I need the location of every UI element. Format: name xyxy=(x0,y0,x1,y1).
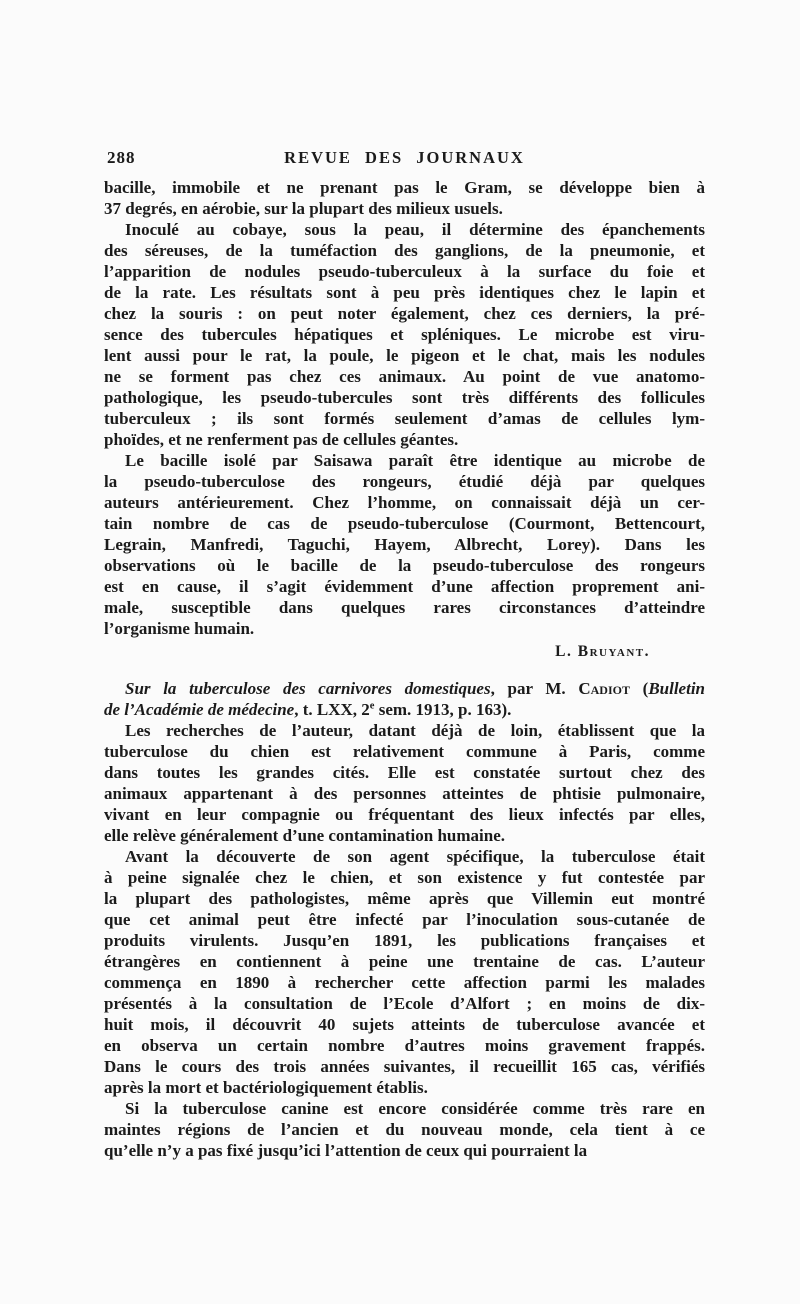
author-signature: L. Bruyant. xyxy=(555,643,650,660)
heading-line xyxy=(104,699,705,720)
paragraph xyxy=(104,1098,705,1161)
text-line: l’apparition de nodules pseudo-tuberculeux à la surface du foie et xyxy=(104,262,705,281)
heading-segment: , par M. xyxy=(490,679,579,698)
text-line: de la rate. Les résultats sont à peu près identiques chez le lapin et xyxy=(104,283,705,302)
text-line: la pseudo-tuberculose des rongeurs, étudié déjà par quelques xyxy=(104,472,705,491)
heading-segment: de l’Académie de médecine xyxy=(104,700,295,719)
section-gap xyxy=(104,663,705,678)
text-line: maintes régions de l’ancien et du nouveau monde, cela tient à ce xyxy=(104,1120,705,1139)
text-line: l’organisme humain. xyxy=(104,619,255,638)
text-line: male, susceptible dans quelques rares circonstances d’atteindre xyxy=(104,598,705,617)
text-line: en observa un certain nombre d’autres moins gravement frappés. xyxy=(104,1036,705,1055)
text-line: Les recherches de l’auteur, datant déjà de loin, établissent que la xyxy=(125,721,705,740)
journal-header-title: REVUE DES JOURNAUX xyxy=(284,148,525,167)
text-line: la plupart des pathologistes, même après que Villemin eut montré xyxy=(104,889,705,908)
text-line: vivant en leur compagnie ou fréquentant des lieux infectés par elles, xyxy=(104,805,705,824)
text-line: après la mort et bactériologiquement établis. xyxy=(104,1078,428,1097)
heading-line xyxy=(104,678,705,699)
heading-segment: Bulletin xyxy=(648,679,705,698)
heading-segment: e xyxy=(369,700,375,712)
paragraph xyxy=(104,219,705,450)
heading-segment: Cadiot xyxy=(578,679,630,698)
text-line: présentés à la consultation de l’Ecole d’Alfort ; en moins de dix- xyxy=(104,994,705,1013)
article-heading xyxy=(104,678,705,720)
text-line: tuberculose du chien est relativement commune à Paris, comme xyxy=(104,742,705,761)
text-line: chez la souris : on peut noter également, chez ces derniers, la pré- xyxy=(104,304,705,323)
paragraph xyxy=(104,177,705,219)
text-line: sence des tubercules hépatiques et spléniques. Le microbe est viru- xyxy=(104,325,705,344)
text-line: que cet animal peut être infecté par l’inoculation sous-cutanée de xyxy=(104,910,705,929)
text-line: animaux appartenant à des personnes atteintes de phtisie pulmonaire, xyxy=(104,784,705,803)
text-line: ne se forment pas chez ces animaux. Au point de vue anatomo- xyxy=(104,367,705,386)
text-line: étrangères en contiennent à peine une trentaine de cas. L’auteur xyxy=(104,952,705,971)
text-line: tain nombre de cas de pseudo-tuberculose (Courmont, Bettencourt, xyxy=(104,514,705,533)
text-line: tuberculeux ; ils sont formés seulement d’amas de cellules lym- xyxy=(104,409,705,428)
text-line: phoïdes, et ne renferment pas de cellules géantes. xyxy=(104,430,459,449)
text-line: bacille, immobile et ne prenant pas le Gram, se développe bien à xyxy=(104,178,705,197)
text-line: Si la tuberculose canine est encore considérée comme très rare en xyxy=(125,1099,705,1118)
text-line: à peine signalée chez le chien, et son existence y fut contestée par xyxy=(104,868,705,887)
text-line: Le bacille isolé par Saisawa paraît être identique au microbe de xyxy=(125,451,705,470)
text-line: qu’elle n’y a pas fixé jusqu’ici l’attention de ceux qui pourraient la xyxy=(104,1141,588,1160)
text-line: huit mois, il découvrit 40 sujets atteints de tuberculose avancée et xyxy=(104,1015,705,1034)
text-line: des séreuses, de la tuméfaction des ganglions, de la pneumonie, et xyxy=(104,241,705,260)
text-line: lent aussi pour le rat, la poule, le pigeon et le chat, mais les nodules xyxy=(104,346,705,365)
article-body xyxy=(104,177,705,1161)
page-number: 288 xyxy=(107,148,136,167)
page-header xyxy=(104,148,705,169)
heading-segment: , t. LXX, 2 xyxy=(294,700,370,719)
heading-segment: Sur la tuberculose des carnivores domestiques xyxy=(125,679,491,698)
text-line: auteurs antérieurement. Chez l’homme, on connaissait déjà un cer- xyxy=(104,493,705,512)
heading-segment: ( xyxy=(629,679,649,698)
text-line: Inoculé au cobaye, sous la peau, il détermine des épanchements xyxy=(125,220,705,239)
text-line: pathologique, les pseudo-tubercules sont très différents des follicules xyxy=(104,388,705,407)
text-line: commença en 1890 à rechercher cette affection parmi les malades xyxy=(104,973,705,992)
text-line: produits virulents. Jusqu’en 1891, les publications françaises et xyxy=(104,931,705,950)
text-line: 37 degrés, en aérobie, sur la plupart des milieux usuels. xyxy=(104,199,503,218)
text-line: Avant la découverte de son agent spécifique, la tuberculose était xyxy=(125,847,705,866)
text-line: Legrain, Manfredi, Taguchi, Hayem, Albrecht, Lorey). Dans les xyxy=(104,535,705,554)
text-line: est en cause, il s’agit évidemment d’une affection proprement ani- xyxy=(104,577,705,596)
text-line: dans toutes les grandes cités. Elle est constatée surtout chez des xyxy=(104,763,705,782)
text-line: observations où le bacille de la pseudo-tuberculose des rongeurs xyxy=(104,556,705,575)
text-line: Dans le cours des trois années suivantes, il recueillit 165 cas, vérifiés xyxy=(104,1057,705,1076)
paragraph xyxy=(104,846,705,1098)
heading-segment: sem. 1913, p. 163). xyxy=(374,700,512,719)
text-column xyxy=(104,148,705,1161)
text-line: elle relève généralement d’une contamination humaine. xyxy=(104,826,506,845)
paragraph xyxy=(104,450,705,639)
paragraph xyxy=(104,720,705,846)
